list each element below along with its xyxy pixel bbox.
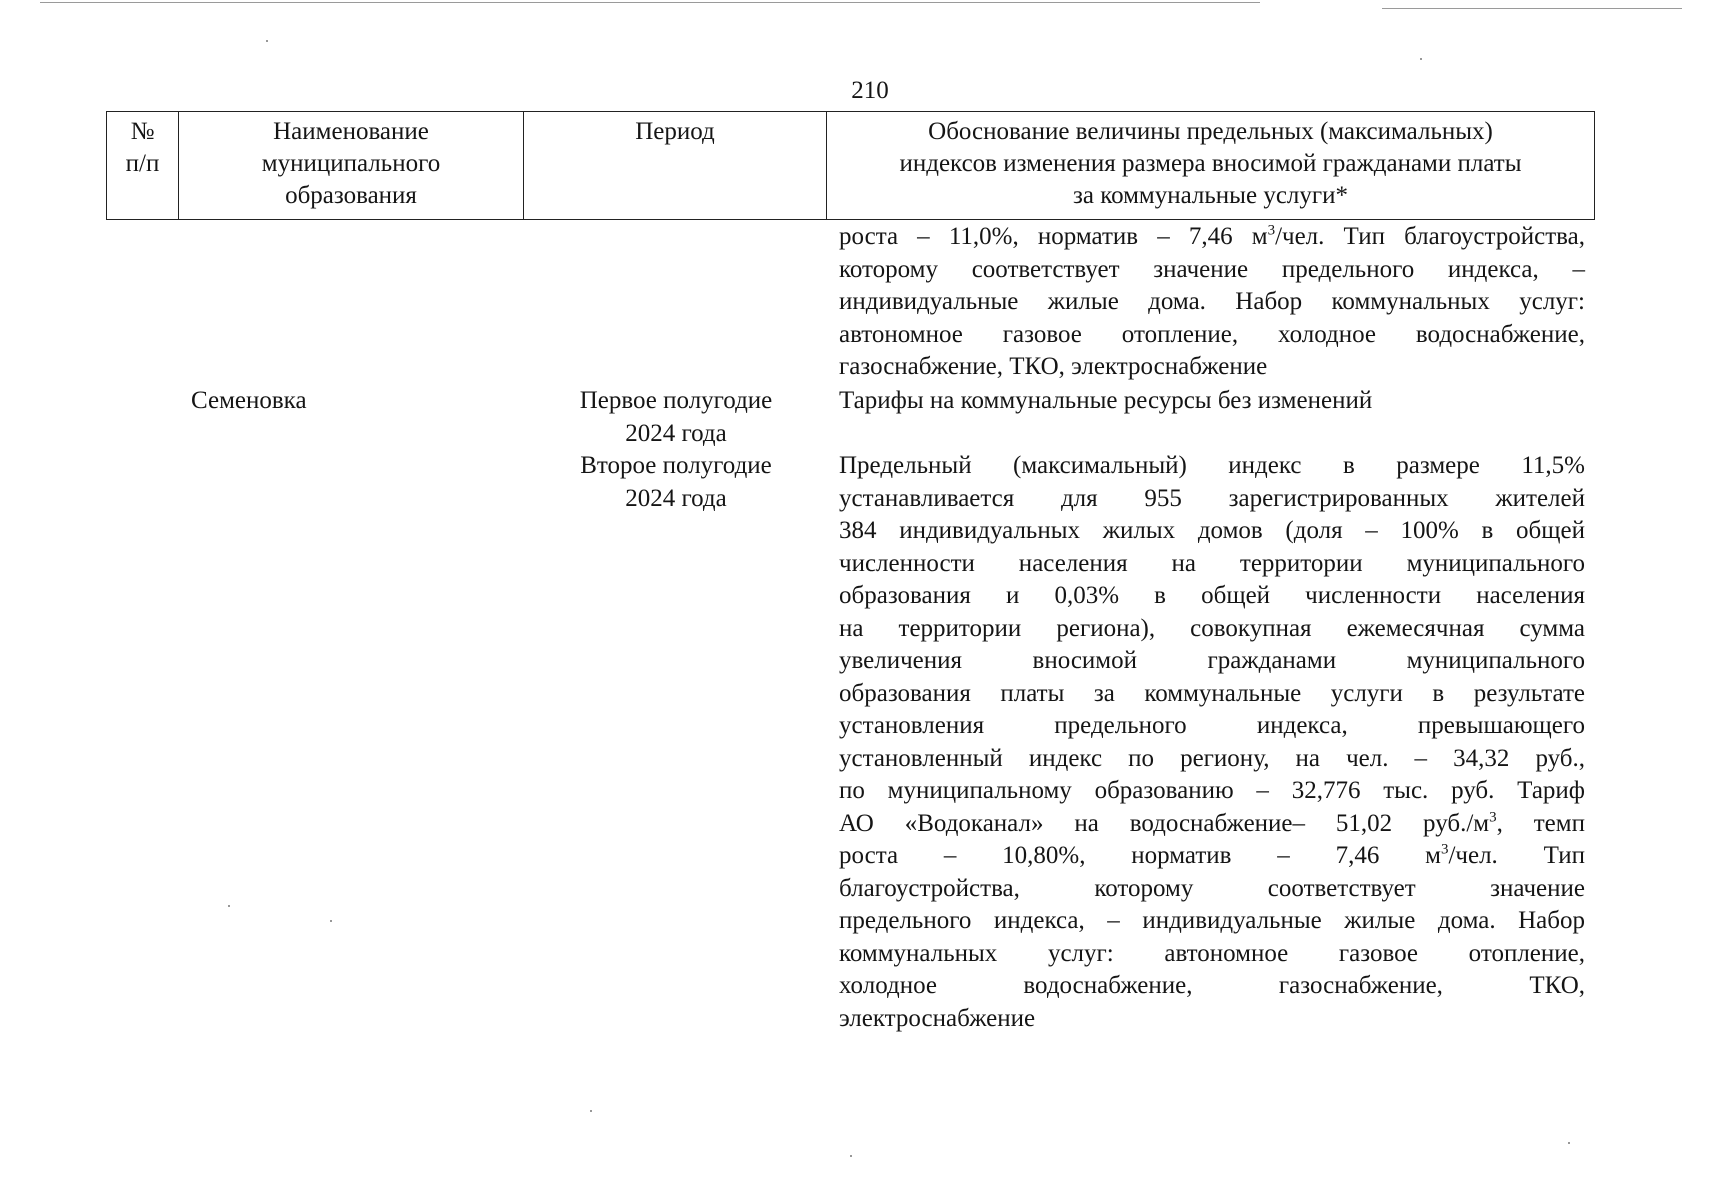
basis-first-half: Тарифы на коммунальные ресурсы без изменений (839, 387, 1373, 414)
text-segment: /чел. Тип благоустройства, (1275, 223, 1585, 250)
header-cell-basis: Обоснование величины предельных (максимальных) индексов изменения размера вносимой гражданами платы за коммунальные услуги* (827, 112, 1595, 220)
superscript: 3 (1489, 809, 1497, 826)
text-segment: индивидуальные жилые дома. Набор коммунальных услуг: (839, 288, 1585, 315)
text-segment: образования платы за коммунальные услуги в результате (839, 679, 1585, 707)
text-line (839, 319, 1585, 352)
text-segment: увеличения вносимой гражданами муниципального (839, 647, 1585, 674)
text-line (839, 221, 1585, 254)
text-line (839, 351, 1585, 384)
text-segment: на территории региона), совокупная ежемесячная сумма (839, 614, 1585, 642)
text-line (839, 580, 1585, 613)
superscript: 3 (1267, 222, 1276, 239)
header-cell-number: № п/п (107, 112, 179, 220)
text-segment: Предельный (максимальный) индекс в размере 11,5% (839, 452, 1585, 479)
scan-speck (1420, 58, 1422, 60)
text-segment: предельного индекса, – индивидуальные жилые дома. Набор (839, 907, 1585, 934)
municipality-name: Семеновка (191, 387, 307, 414)
text-line (839, 905, 1585, 938)
text-line (839, 775, 1585, 808)
text-line (839, 970, 1585, 1003)
text-line (839, 743, 1585, 776)
text-line (839, 613, 1585, 646)
text-segment: образования и 0,03% в общей численности населения (839, 582, 1585, 609)
text-segment: 384 индивидуальных жилых домов (доля – 100% в общей (839, 517, 1585, 544)
table-header (106, 111, 1595, 220)
period-second-half: Второе полугодие 2024 года (580, 452, 772, 512)
scan-edge-line (1382, 8, 1682, 9)
text-segment: роста – 10,80%, норматив – 7,46 м (839, 842, 1441, 869)
scan-speck (228, 905, 230, 907)
text-segment: электроснабжение (839, 1004, 1036, 1032)
page-number: 210 (851, 77, 889, 104)
text-line (839, 678, 1585, 711)
text-line (839, 483, 1585, 516)
text-segment: установленный индекс по региону, на чел. – 34,32 руб., (839, 744, 1585, 772)
text-line (839, 1003, 1585, 1036)
text-line (839, 808, 1585, 841)
basis-second-half-text (839, 450, 1585, 1035)
header-cell-municipality: Наименование муниципального образования (179, 112, 524, 220)
text-segment: благоустройства, которому соответствует значение (839, 874, 1585, 902)
text-segment: устанавливается для 955 зарегистрированных жителей (839, 484, 1585, 512)
table-header-row (107, 112, 1595, 220)
text-line (839, 515, 1585, 548)
text-segment: холодное водоснабжение, газоснабжение, ТКО, (839, 972, 1585, 999)
basis-continuation-text (839, 221, 1585, 384)
text-segment: автономное газовое отопление, холодное водоснабжение, (839, 320, 1585, 348)
text-segment: численности населения на территории муниципального (839, 549, 1585, 577)
header-cell-period: Период (524, 112, 827, 220)
text-line (839, 548, 1585, 581)
text-segment: /чел. Тип (1448, 842, 1585, 869)
text-line (839, 710, 1585, 743)
text-segment: установления предельного индекса, превышающего (839, 712, 1585, 739)
text-line (839, 254, 1585, 287)
superscript: 3 (1440, 841, 1449, 858)
text-segment: , темп (1496, 809, 1585, 837)
period-first-half: Первое полугодие 2024 года (579, 387, 773, 447)
text-line (839, 450, 1585, 483)
text-segment: которому соответствует значение предельного индекса, – (839, 255, 1585, 283)
scan-speck (590, 1110, 592, 1112)
text-segment: АО «Водоканал» на водоснабжение– 51,02 руб./м (839, 809, 1490, 837)
scan-speck (850, 1155, 852, 1157)
text-line (839, 873, 1585, 906)
text-segment: газоснабжение, ТКО, электроснабжение (839, 353, 1268, 380)
text-line (839, 645, 1585, 678)
text-segment: по муниципальному образованию – 32,776 тыс. руб. Тариф (839, 777, 1585, 804)
text-line (839, 286, 1585, 319)
scan-speck (1568, 1142, 1570, 1144)
scan-speck (266, 40, 268, 42)
text-segment: роста – 11,0%, норматив – 7,46 м (839, 223, 1268, 250)
scan-speck (330, 920, 332, 922)
text-segment: коммунальных услуг: автономное газовое отопление, (839, 939, 1585, 967)
scan-edge-line (40, 2, 1260, 3)
text-line (839, 840, 1585, 873)
text-line (839, 938, 1585, 971)
